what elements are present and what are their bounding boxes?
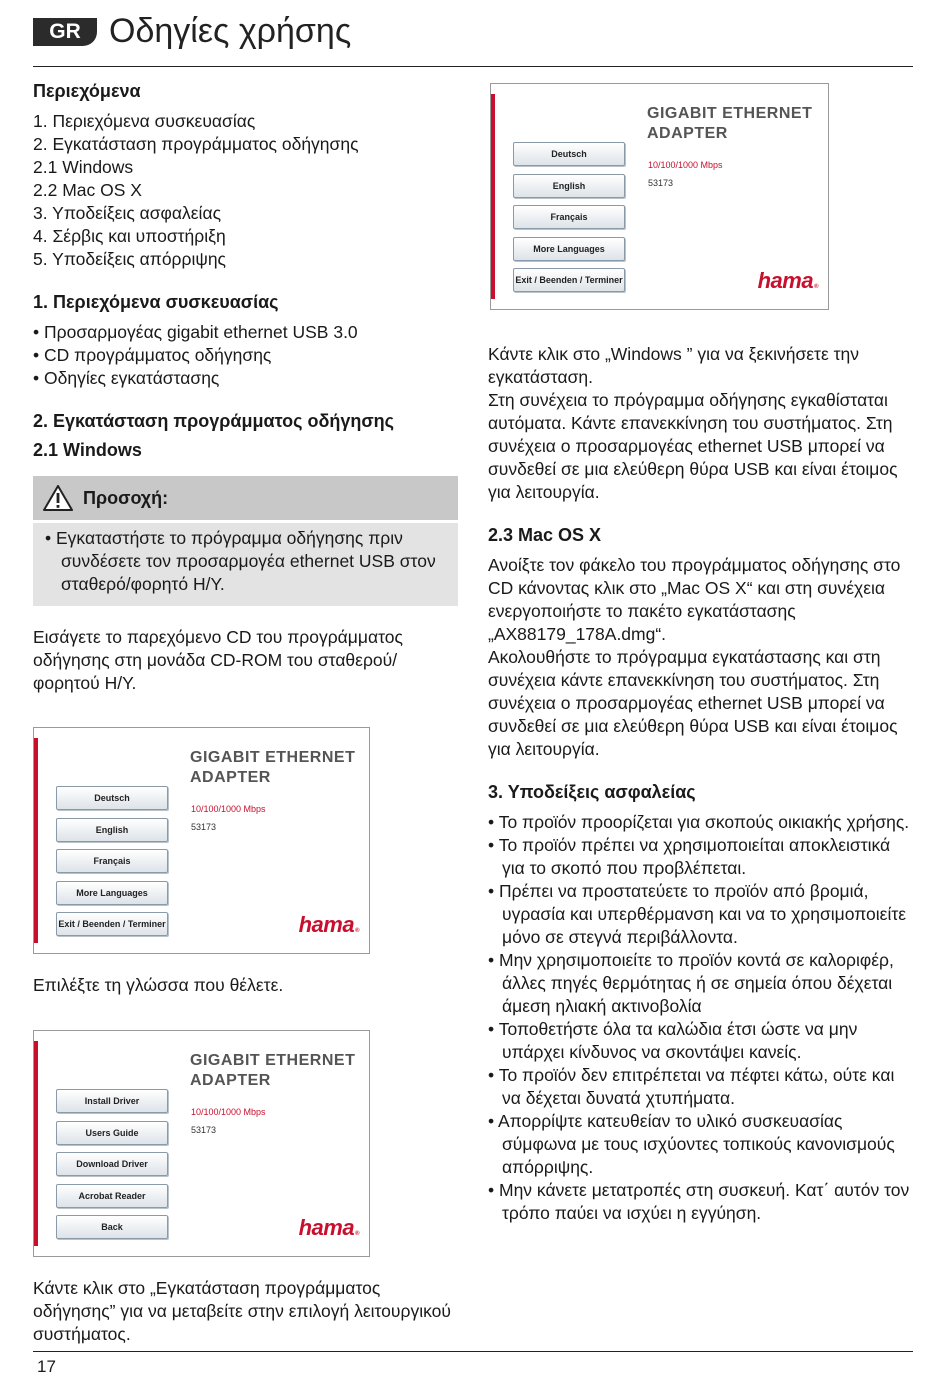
list-item: • Τοποθετήστε όλα τα καλώδια έτσι ώστε να μην υπάρχει κίνδυνος να σκοντάψει κανείς. xyxy=(488,1018,914,1064)
warning-header xyxy=(33,476,458,520)
page-footer-rule xyxy=(33,1351,913,1352)
red-stripe xyxy=(34,1041,38,1246)
back-button[interactable]: Back xyxy=(56,1215,168,1239)
language-caption: Επιλέξτε τη γλώσσα που θέλετε. xyxy=(33,975,284,995)
list-item: • CD προγράμματος οδήγησης xyxy=(33,344,458,367)
more-languages-button[interactable]: More Languages xyxy=(513,237,625,261)
toc-item: 2. Εγκατάσταση προγράμματος οδήγησης xyxy=(33,134,359,154)
windows-paragraph-2: Στη συνέχεια το πρόγραμμα οδήγησης εγκαθίσταται αυτόματα. Κάντε επανεκκίνηση του συστήματος. Στη συνέχεια ο προσαρμογέας ethernet USB μπορεί να συνδεθεί σε μια ελεύθερη θύρα USB και είναι έτοιμος για λειτουργία. xyxy=(488,390,898,502)
product-speed: 10/100/1000 Mbps xyxy=(648,160,723,170)
list-item: • Απορρίψτε κατευθείαν το υλικό συσκευασίας σύμφωνα με τους ισχύοντες τοπικούς κανονισμούς απόρριψης. xyxy=(488,1110,914,1179)
toc-item: 3. Υποδείξεις ασφαλείας xyxy=(33,203,221,223)
product-title: GIGABIT ETHERNET ADAPTER xyxy=(190,1052,356,1089)
list-item: • Μην χρησιμοποιείτε το προϊόν κοντά σε καλοριφέρ, άλλες πηγές θερμότητας ή σε σημεία όπου δέχεται άμεση ηλιακή ακτινοβολία xyxy=(488,949,914,1018)
right-column xyxy=(488,83,914,1225)
exit-button[interactable]: Exit / Beenden / Terminer xyxy=(56,912,168,936)
installer-language-screenshot xyxy=(490,83,829,310)
section2-heading: 2. Εγκατάσταση προγράμματος οδήγησης xyxy=(33,411,395,431)
install-driver-button[interactable]: Install Driver xyxy=(56,1089,168,1113)
package-contents-list xyxy=(33,321,458,390)
francais-button[interactable]: Français xyxy=(513,205,625,229)
francais-button[interactable]: Français xyxy=(56,849,168,873)
list-item: • Προσαρμογέας gigabit ethernet USB 3.0 xyxy=(33,321,458,344)
left-column xyxy=(33,78,458,1346)
product-speed: 10/100/1000 Mbps xyxy=(191,804,266,814)
windows-paragraph: Κάντε κλικ στο „Windows ” για να ξεκινήσετε την εγκατάσταση. xyxy=(488,344,860,387)
language-badge: GR xyxy=(33,18,97,46)
safety-list xyxy=(488,811,914,1225)
windows-heading: 2.1 Windows xyxy=(33,440,142,460)
mac-paragraph-1: Ανοίξτε τον φάκελο του προγράμματος οδήγησης στο CD κάνοντας κλικ στο „Mac OS X“ και στη συνέχεια ενεργοποιήστε το πακέτο εγκατάστασης „AX88179_178A.dmg“. xyxy=(488,555,901,644)
users-guide-button[interactable]: Users Guide xyxy=(56,1121,168,1145)
list-item: • Το προϊόν πρέπει να χρησιμοποιείται αποκλειστικά για το σκοπό που προβλέπεται. xyxy=(488,834,914,880)
section1-heading: 1. Περιεχόμενα συσκευασίας xyxy=(33,292,279,312)
product-code: 53173 xyxy=(648,178,674,188)
toc-list xyxy=(33,110,458,271)
deutsch-button[interactable]: Deutsch xyxy=(513,142,625,166)
product-code: 53173 xyxy=(191,822,217,832)
list-item: • Οδηγίες εγκατάστασης xyxy=(33,367,458,390)
acrobat-reader-button[interactable]: Acrobat Reader xyxy=(56,1184,168,1208)
toc-item: 2.2 Mac OS X xyxy=(33,180,142,200)
list-item: • Το προϊόν δεν επιτρέπεται να πέφτει κάτω, ούτε και να δέχεται δυνατά χτυπήματα. xyxy=(488,1064,914,1110)
warning-triangle-icon xyxy=(43,485,73,511)
toc-item: 4. Σέρβις και υποστήριξη xyxy=(33,226,226,246)
product-code: 53173 xyxy=(191,1125,217,1135)
download-driver-button[interactable]: Download Driver xyxy=(56,1152,168,1176)
insert-cd-paragraph: Εισάγετε το παρεχόμενο CD του προγράμματος οδήγησης στη μονάδα CD-ROM του σταθερού/φορητού Η/Υ. xyxy=(33,627,403,693)
more-languages-button[interactable]: More Languages xyxy=(56,881,168,905)
installer-menu-screenshot xyxy=(33,1030,370,1257)
warning-list xyxy=(45,527,444,596)
product-title: GIGABIT ETHERNET ADAPTER xyxy=(647,105,813,142)
hama-logo: hama® xyxy=(298,912,359,937)
english-button[interactable]: English xyxy=(56,818,168,842)
product-title: GIGABIT ETHERNET ADAPTER xyxy=(190,749,356,786)
toc-heading: Περιεχόμενα xyxy=(33,81,141,101)
installer-language-screenshot xyxy=(33,727,370,954)
page-title: Οδηγίες χρήσης xyxy=(109,12,352,50)
list-item: • Πρέπει να προστατεύετε το προϊόν από βρομιά, υγρασία και υπερθέρμανση και να το χρησιμοποιείτε μόνο σε στεγνά περιβάλλοντα. xyxy=(488,880,914,949)
exit-button[interactable]: Exit / Beenden / Terminer xyxy=(513,268,625,292)
mac-heading: 2.3 Mac OS X xyxy=(488,525,602,545)
deutsch-button[interactable]: Deutsch xyxy=(56,786,168,810)
product-speed: 10/100/1000 Mbps xyxy=(191,1107,266,1117)
red-stripe xyxy=(491,94,495,299)
toc-item: 2.1 Windows xyxy=(33,157,134,177)
red-stripe xyxy=(34,738,38,943)
page-number: 17 xyxy=(37,1357,56,1376)
hama-logo: hama® xyxy=(298,1215,359,1240)
hama-logo: hama® xyxy=(757,268,818,293)
english-button[interactable]: English xyxy=(513,174,625,198)
warning-item: • Εγκαταστήστε το πρόγραμμα οδήγησης πριν συνδέσετε τον προσαρμογέα ethernet USB στον σταθερό/φορητό Η/Υ. xyxy=(45,527,444,596)
install-caption: Κάντε κλικ στο „Εγκατάσταση προγράμματος οδήγησης” για να μεταβείτε στην επιλογή λειτουργικού συστήματος. xyxy=(33,1278,451,1344)
page-header xyxy=(33,12,913,67)
mac-paragraph-2: Ακολουθήστε το πρόγραμμα εγκατάστασης και στη συνέχεια κάντε επανεκκίνηση του συστήματος. Στη συνέχεια ο προσαρμογέας ethernet USB μπορεί να συνδεθεί σε μια ελεύθερη θύρα USB και είναι έτοιμος για λειτουργία. xyxy=(488,647,898,759)
list-item: • Το προϊόν προορίζεται για σκοπούς οικιακής χρήσης. xyxy=(488,811,914,834)
list-item: • Μην κάνετε μετατροπές στη συσκευή. Κατ΄ αυτόν τον τρόπο παύει να ισχύει η εγγύηση. xyxy=(488,1179,914,1225)
toc-item: 1. Περιεχόμενα συσκευασίας xyxy=(33,111,256,131)
safety-heading: 3. Υποδείξεις ασφαλείας xyxy=(488,782,696,802)
warning-body xyxy=(33,523,458,606)
warning-title: Προσοχή: xyxy=(83,487,169,508)
toc-item: 5. Υποδείξεις απόρριψης xyxy=(33,249,226,269)
